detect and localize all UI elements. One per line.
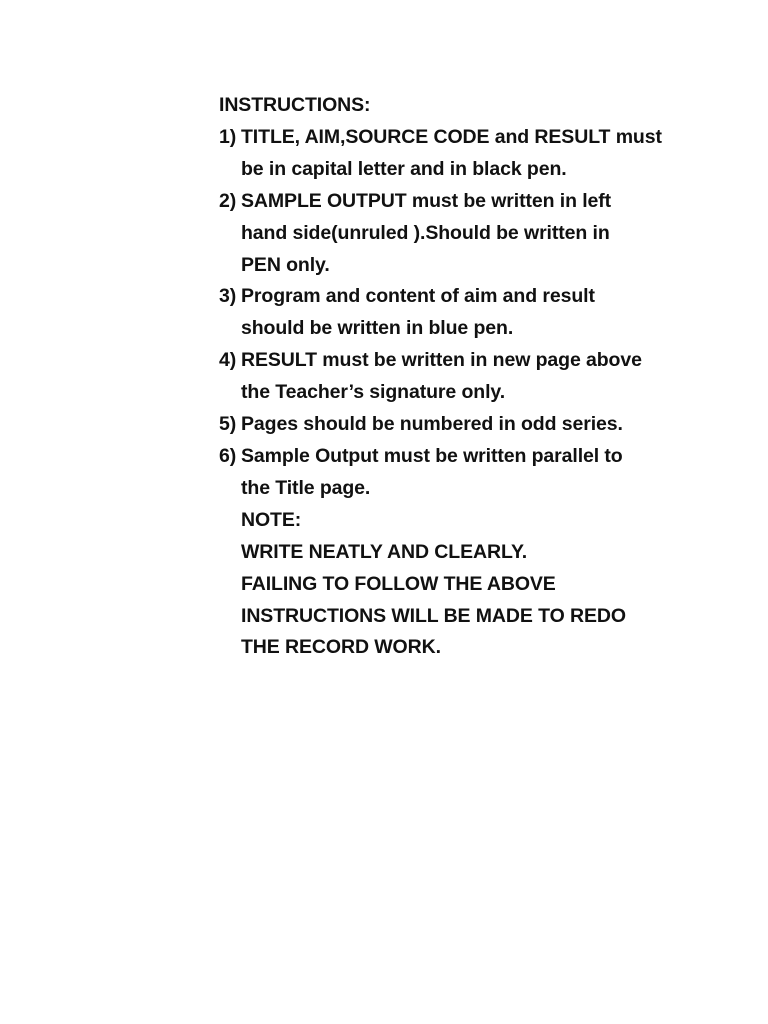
instructions-heading: INSTRUCTIONS: — [219, 94, 371, 116]
note-text-line: INSTRUCTIONS WILL BE MADE TO REDO — [241, 604, 626, 627]
note-text-line: THE RECORD WORK. — [241, 636, 441, 659]
instruction-item-3 — [219, 281, 739, 345]
instruction-number: 4) — [219, 349, 237, 372]
instruction-text-line: be in capital letter and in black pen. — [241, 157, 567, 180]
instruction-text-line: hand side(unruled ).Should be written in — [241, 221, 610, 244]
instruction-text-line: SAMPLE OUTPUT must be written in left — [241, 189, 612, 212]
instruction-number: 6) — [219, 444, 237, 467]
instruction-text-line: Sample Output must be written parallel to — [241, 444, 623, 467]
note-block — [219, 505, 739, 665]
instruction-number: 2) — [219, 189, 237, 212]
instruction-text-line: Program and content of aim and result — [241, 285, 595, 308]
note-text-line: FAILING TO FOLLOW THE ABOVE — [241, 572, 556, 595]
instruction-item-6 — [219, 441, 739, 505]
instruction-number: 5) — [219, 413, 237, 436]
instruction-item-2 — [219, 186, 739, 282]
instructions-block — [219, 90, 739, 664]
instruction-item-4 — [219, 345, 739, 409]
instruction-text-line: should be written in blue pen. — [241, 317, 514, 340]
instruction-item-5 — [219, 409, 739, 441]
instruction-text-line: Pages should be numbered in odd series. — [241, 413, 623, 436]
note-text-line: WRITE NEATLY AND CLEARLY. — [241, 540, 528, 563]
instruction-number: 1) — [219, 125, 237, 148]
instruction-text-line: the Teacher’s signature only. — [241, 381, 506, 404]
instruction-text-line: the Title page. — [241, 476, 371, 499]
instruction-number: 3) — [219, 285, 237, 308]
instruction-item-1 — [219, 122, 739, 186]
note-heading: NOTE: — [241, 508, 302, 531]
instruction-text-line: PEN only. — [241, 253, 330, 276]
instruction-text-line: RESULT must be written in new page above — [241, 349, 642, 372]
instruction-text-line: TITLE, AIM,SOURCE CODE and RESULT must — [241, 125, 662, 148]
